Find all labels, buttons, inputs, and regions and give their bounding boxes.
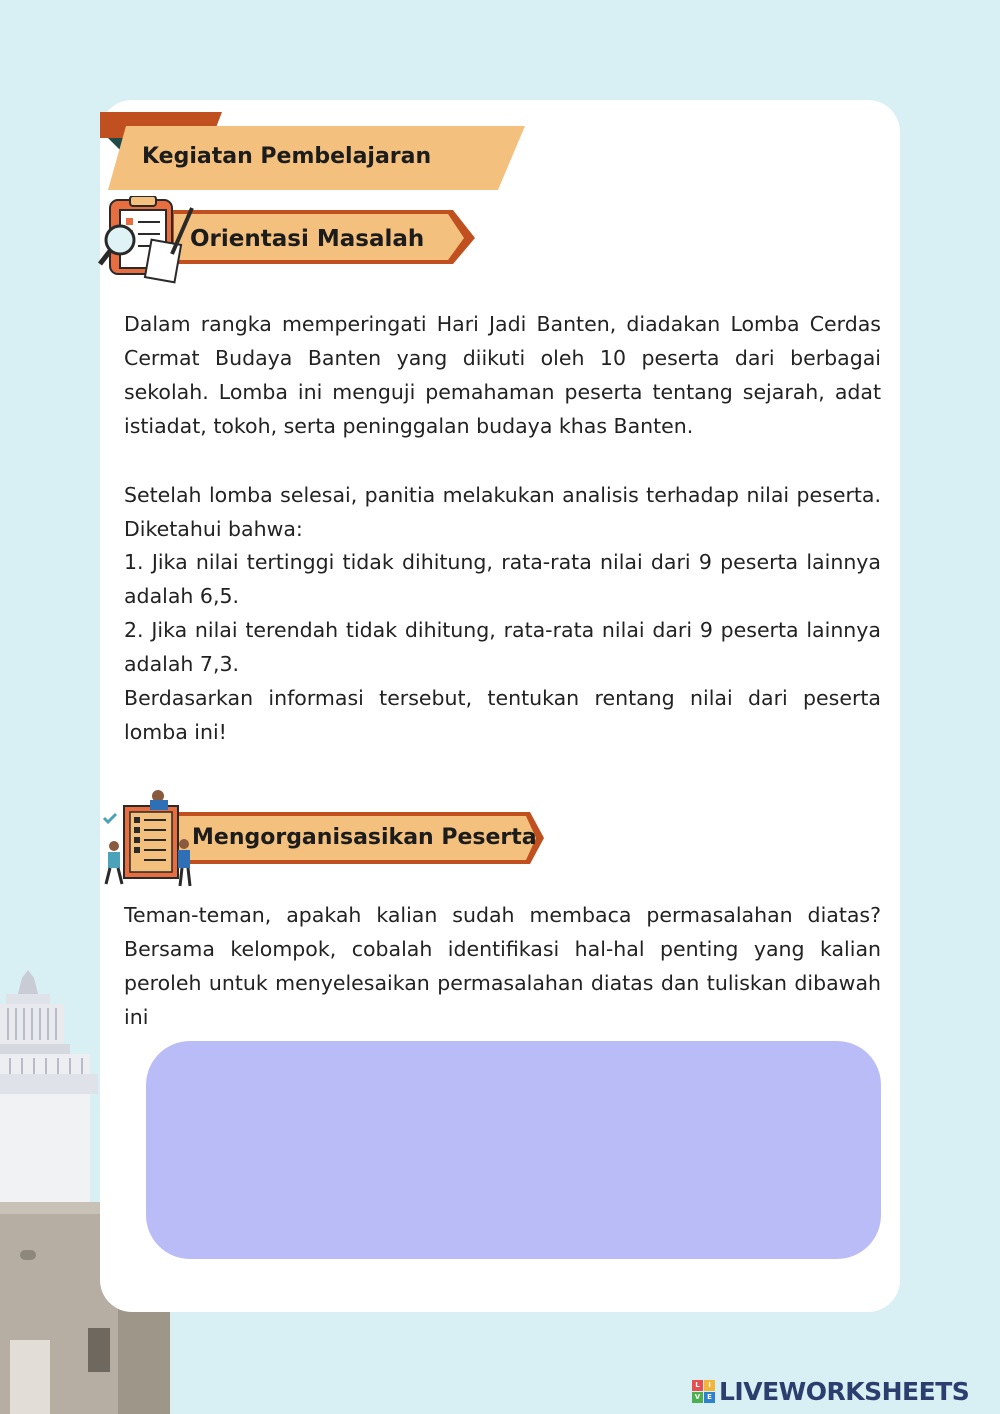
logo-letter: L <box>692 1380 703 1391</box>
clipboard-magnifier-icon <box>100 196 192 282</box>
liveworksheets-logo <box>692 1374 969 1408</box>
orientasi-title: Orientasi Masalah <box>190 226 425 252</box>
analysis-intro: Setelah lomba selesai, panitia melakukan analisis terhadap nilai peserta. Diketahui bahwa: <box>124 483 881 541</box>
organisasi-title: Mengorganisasikan Peserta <box>192 825 537 850</box>
problem-paragraph: Dalam rangka memperingati Hari Jadi Banten, diadakan Lomba Cerdas Cermat Budaya Banten yang diikuti oleh 10 peserta dari berbagai sekolah. Lomba ini menguji pemahaman peserta tentang sejarah, adat istiadat, tokoh, serta peninggalan budaya khas Banten. <box>124 312 881 438</box>
lesson-title: Kegiatan Pembelajaran <box>142 144 432 169</box>
question-text: Berdasarkan informasi tersebut, tentukan rentang nilai dari peserta lomba ini! <box>124 686 881 744</box>
condition-1: 1. Jika nilai tertinggi tidak dihitung, rata-rata nilai dari 9 peserta lainnya adalah 6,5. <box>124 550 881 608</box>
organisasi-banner <box>98 788 548 890</box>
logo-letter: I <box>704 1380 715 1391</box>
checklist-people-icon <box>104 790 190 886</box>
logo-letter: E <box>704 1392 715 1403</box>
logo-text: LIVEWORKSHEETS <box>719 1376 970 1406</box>
logo-letter: V <box>692 1392 703 1403</box>
logo-blocks <box>692 1380 715 1403</box>
orientasi-banner <box>98 196 478 288</box>
section-header-ribbon <box>100 112 530 192</box>
instruction-paragraph: Teman-teman, apakah kalian sudah membaca permasalahan diatas? Bersama kelompok, cobalah identifikasi hal-hal penting yang kalian peroleh untuk menyelesaikan permasalahan diatas dan tuliskan dibawah ini <box>124 903 881 1029</box>
answer-input-box[interactable] <box>146 1041 881 1259</box>
condition-2: 2. Jika nilai terendah tidak dihitung, rata-rata nilai dari 9 peserta lainnya adalah 7,3. <box>124 618 881 676</box>
